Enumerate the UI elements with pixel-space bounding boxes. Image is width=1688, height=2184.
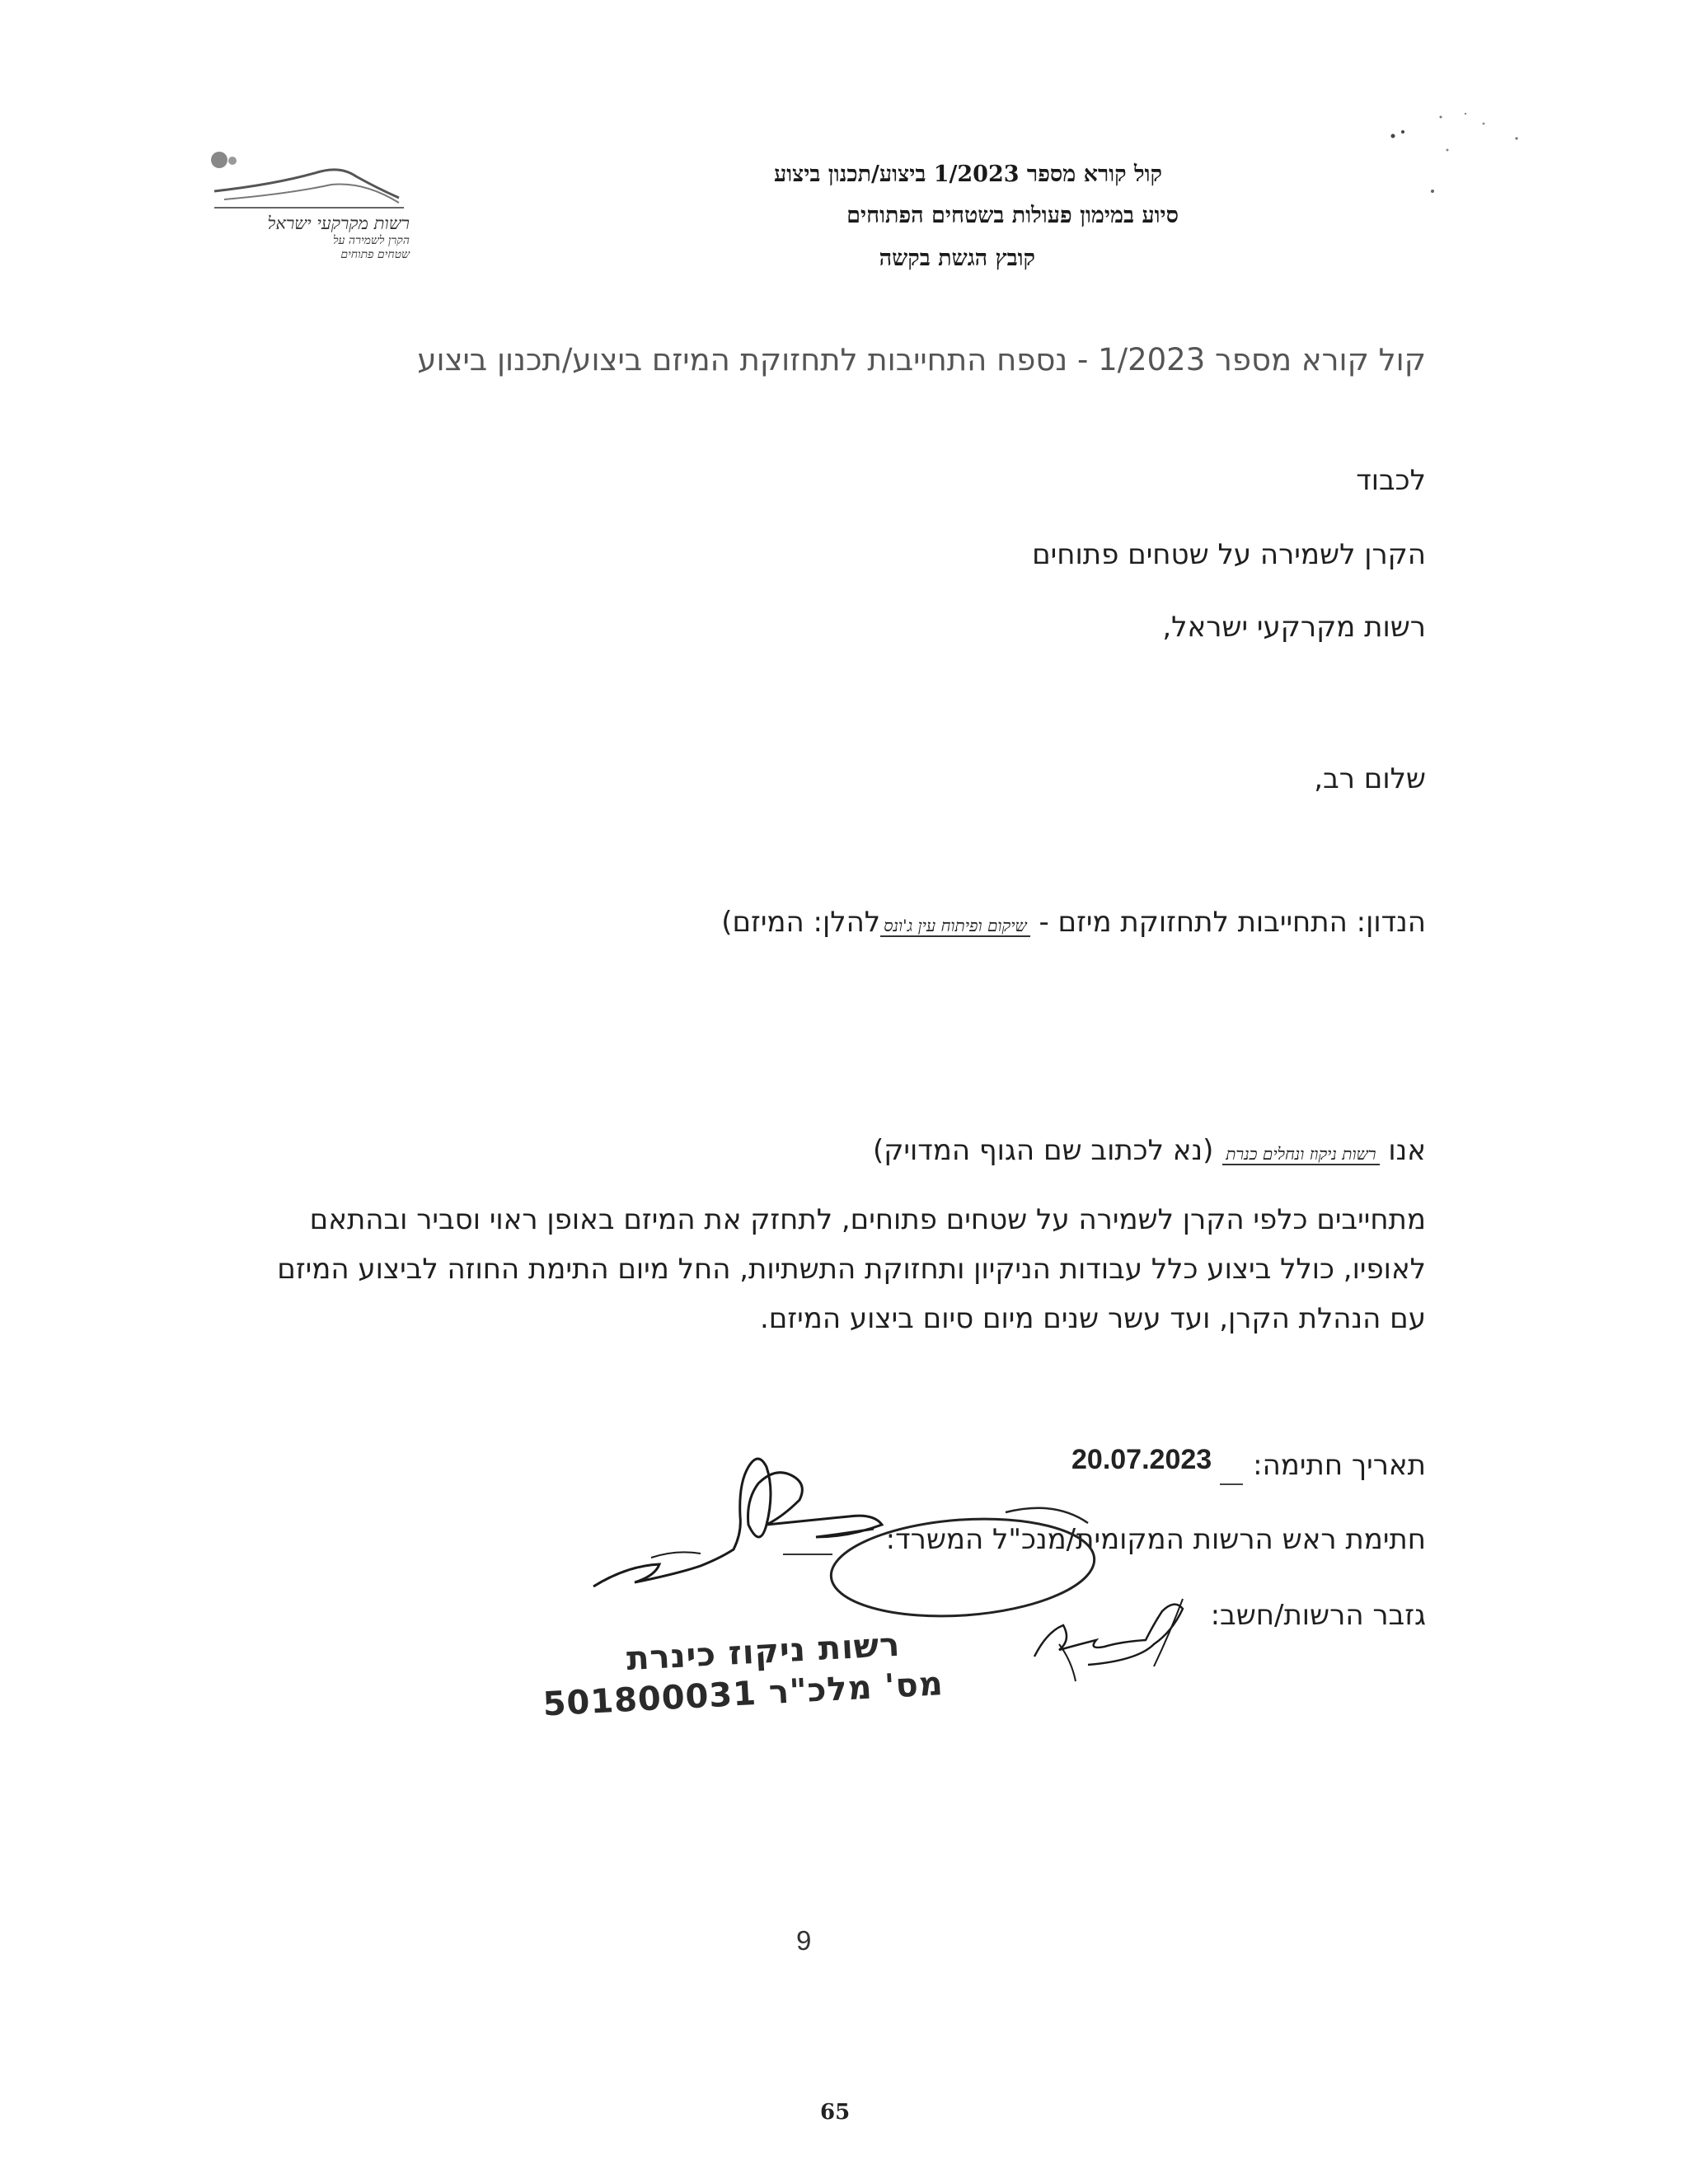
address-to: לכבוד <box>1356 464 1426 497</box>
treasurer-signature <box>1034 1605 1183 1665</box>
we-prefix: אנו <box>1388 1134 1426 1167</box>
signature-date-value: 20.07.2023 <box>1071 1444 1212 1475</box>
logo-mark-icon <box>208 148 410 210</box>
address-line-1: הקרן לשמירה על שטחים פתוחים <box>1032 538 1426 571</box>
circle-mark <box>828 1511 1097 1624</box>
subject-handwritten-project: שיקום ופיתוח עין ג'ונס <box>880 916 1030 937</box>
address-line-2: רשות מקרקעי ישראל, <box>1162 611 1426 644</box>
subject-prefix: הנדון: התחייבות לתחזוקת מיזם - <box>1039 906 1426 939</box>
commitment-line-3: עם הנהלת הקרן, ועד עשר שנים מיום סיום ביצוע המיזם. <box>760 1302 1426 1335</box>
logo-title: רשות מקרקעי ישראל <box>267 213 410 233</box>
signature-date-label: תאריך חתימה: <box>1253 1449 1426 1482</box>
page-number: 65 <box>820 2100 851 2125</box>
greeting: שלום רב, <box>1314 762 1426 795</box>
we-line <box>873 1134 1426 1167</box>
document-title: קול קורא מספר 1/2023 - נספח התחייבות לתחזוקת המיזם ביצוע/תכנון ביצוע <box>417 342 1426 377</box>
logo-subtitle-2: שטחים פתוחים <box>340 248 410 261</box>
signature-head-label: חתימת ראש הרשות המקומית/מנכ"ל המשרד: <box>885 1523 1426 1556</box>
head-signature <box>593 1459 882 1586</box>
stamp-label: מס' מלכ"ר <box>767 1665 945 1713</box>
subject-suffix: להלן: המיזם) <box>721 906 881 939</box>
commitment-line-1: מתחייבים כלפי הקרן לשמירה על שטחים פתוחים, לתחזק את המיזם באופן ראוי וסביר ובהתאם <box>309 1203 1426 1236</box>
stamp-number: 501800031 <box>542 1674 758 1724</box>
signature-date-underline <box>1220 1483 1243 1485</box>
header-line-2: סיוע במימון פעולות בשטחים הפתוחים <box>846 203 1179 228</box>
logo <box>208 148 410 272</box>
logo-subtitle-1: הקרן לשמירה על <box>332 234 410 247</box>
commitment-line-2: לאופיו, כולל ביצוע כלל עבודות הניקיון ותחזוקת התשתיות, החל מיום התימת החוזה לביצוע המיזם <box>277 1253 1426 1286</box>
subject-line <box>721 906 1426 939</box>
we-handwritten-body-name: רשות ניקוז ונחלים כנרת <box>1222 1144 1379 1165</box>
signature-treasurer-label: גזבר הרשות/חשב: <box>1210 1599 1426 1632</box>
we-suffix: (נא לכתוב שם הגוף המדויק) <box>872 1134 1214 1167</box>
scan-noise <box>1368 99 1533 214</box>
header-line-1: קול קורא מספר 1/2023 ביצוע/תכנון ביצוע <box>773 162 1162 187</box>
inner-page-number: 9 <box>796 1925 812 1956</box>
header-line-3: קובץ הגשת בקשה <box>879 246 1035 271</box>
organization-stamp <box>542 1623 963 1765</box>
stamp-line-1: רשות ניקוז כינרת <box>625 1625 902 1679</box>
